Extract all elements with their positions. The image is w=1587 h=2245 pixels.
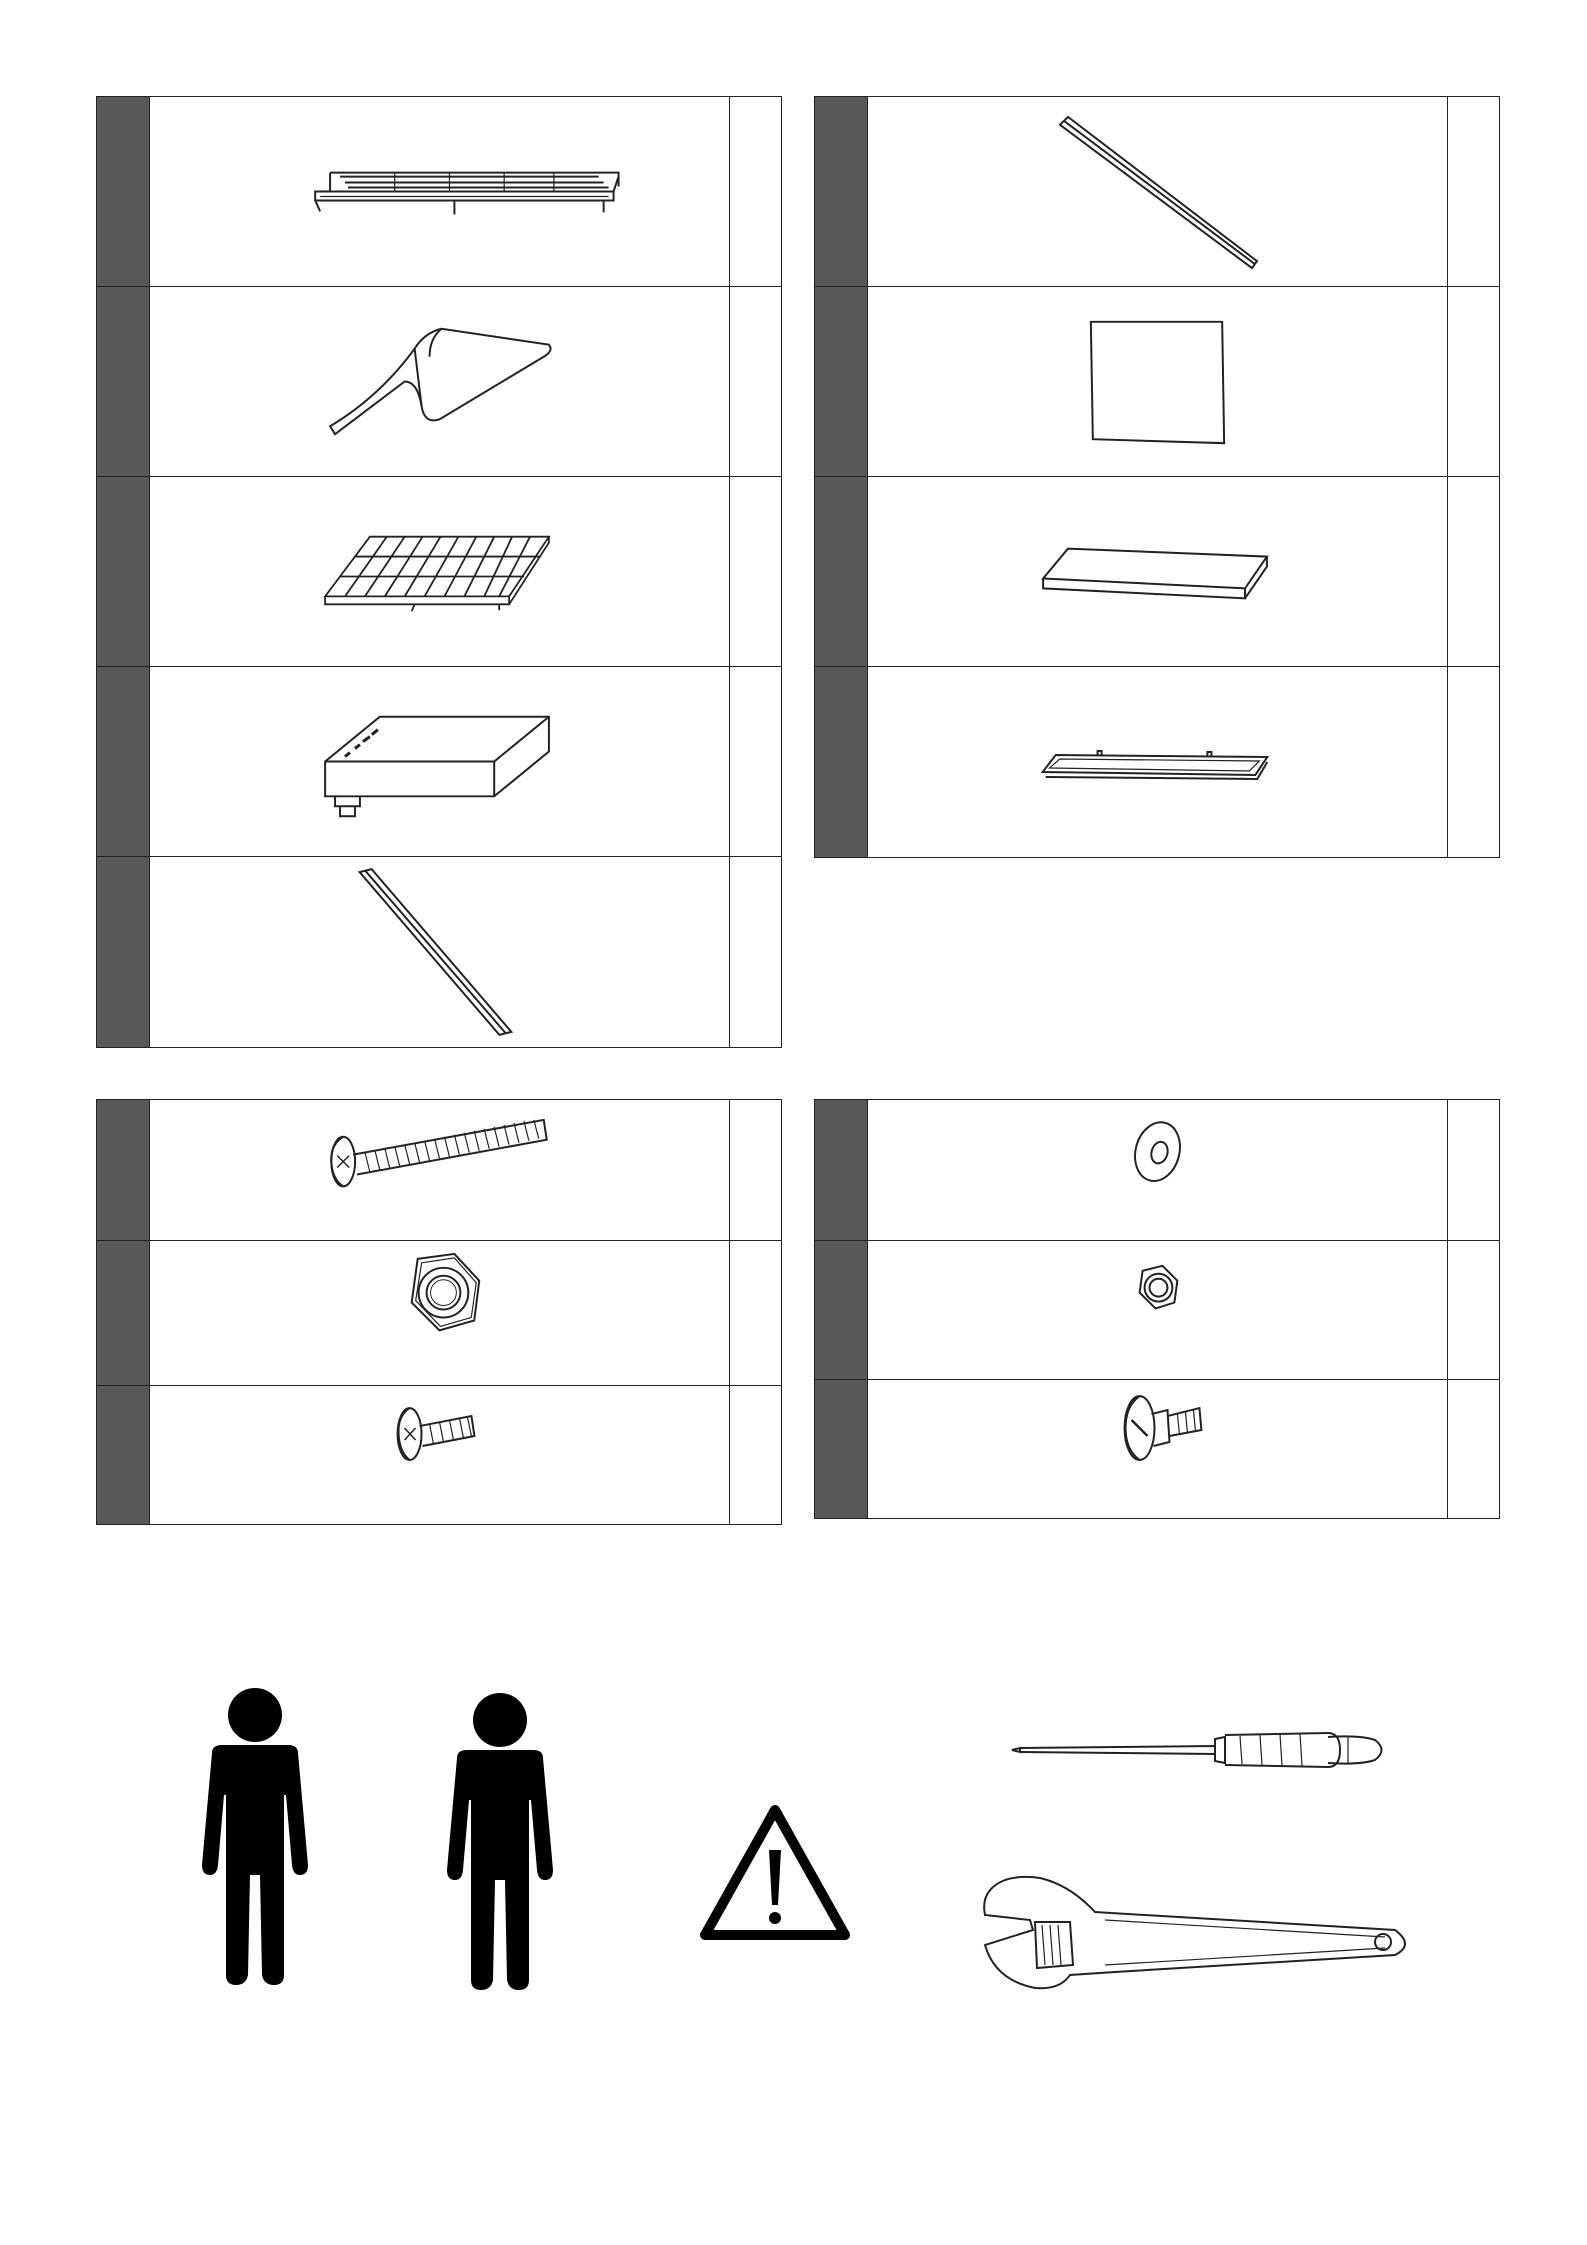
part-id-tab	[97, 1386, 149, 1524]
part-id-tab	[97, 477, 149, 666]
short-bolt-illustration	[149, 1386, 729, 1524]
hardware-row-short-bolt	[97, 1386, 781, 1524]
hardware-table-left	[96, 1099, 782, 1525]
part-row-heat-tent	[97, 287, 781, 477]
part-qty-cell	[729, 97, 781, 286]
part-id-tab	[815, 287, 867, 476]
shelf-frame-illustration	[867, 667, 1447, 857]
hardware-row-lock-nut	[97, 1241, 781, 1386]
part-id-tab	[815, 667, 867, 857]
part-row-support-bar	[97, 857, 781, 1047]
part-id-tab	[97, 287, 149, 476]
part-qty-cell	[729, 857, 781, 1047]
part-id-tab	[815, 97, 867, 286]
part-row-shelf-board	[815, 477, 1499, 667]
part-id-tab	[97, 857, 149, 1047]
part-qty-cell	[729, 287, 781, 476]
parts-table-large-right	[814, 96, 1500, 858]
lock-nut-illustration	[149, 1241, 729, 1385]
hardware-row-shoulder-bolt	[815, 1380, 1499, 1518]
part-row-side-panel	[815, 287, 1499, 477]
part-row-support-bar	[815, 97, 1499, 287]
part-id-tab	[815, 477, 867, 666]
part-id-tab	[97, 1241, 149, 1385]
part-qty-cell	[729, 477, 781, 666]
support-bar-illustration	[149, 857, 729, 1047]
part-row-cooking-grate	[97, 477, 781, 667]
hardware-row-long-bolt	[97, 1100, 781, 1241]
part-qty-cell	[1447, 1380, 1499, 1518]
burner-box-illustration	[149, 667, 729, 856]
shelf-board-illustration	[867, 477, 1447, 666]
person-icon	[435, 1690, 565, 1990]
screwdriver-icon	[1010, 1715, 1390, 1785]
part-row-burner-box	[97, 667, 781, 857]
part-qty-cell	[729, 667, 781, 856]
part-qty-cell	[729, 1241, 781, 1385]
hardware-table-right	[814, 1099, 1500, 1519]
small-nut-illustration	[867, 1241, 1447, 1379]
part-id-tab	[815, 1241, 867, 1379]
warning-icon	[695, 1800, 855, 1945]
adjustable-wrench-icon	[975, 1870, 1415, 2000]
part-qty-cell	[1447, 287, 1499, 476]
part-qty-cell	[1447, 667, 1499, 857]
side-panel-illustration	[867, 287, 1447, 476]
part-id-tab	[815, 1380, 867, 1518]
person-icon	[190, 1685, 320, 1985]
part-qty-cell	[729, 1386, 781, 1524]
washer-illustration	[867, 1100, 1447, 1240]
support-bar-illustration	[867, 97, 1447, 286]
warming-rack-illustration	[149, 97, 729, 286]
part-row-shelf-frame	[815, 667, 1499, 857]
part-id-tab	[97, 667, 149, 856]
long-bolt-illustration	[149, 1100, 729, 1240]
part-id-tab	[97, 97, 149, 286]
parts-table-large-left	[96, 96, 782, 1048]
part-qty-cell	[1447, 97, 1499, 286]
heat-tent-illustration	[149, 287, 729, 476]
part-qty-cell	[1447, 1241, 1499, 1379]
part-qty-cell	[1447, 477, 1499, 666]
part-id-tab	[815, 1100, 867, 1240]
cooking-grate-illustration	[149, 477, 729, 666]
part-id-tab	[97, 1100, 149, 1240]
part-qty-cell	[1447, 1100, 1499, 1240]
hardware-row-small-nut	[815, 1241, 1499, 1380]
part-qty-cell	[729, 1100, 781, 1240]
shoulder-bolt-illustration	[867, 1380, 1447, 1518]
hardware-row-washer	[815, 1100, 1499, 1241]
part-row-warming-rack	[97, 97, 781, 287]
